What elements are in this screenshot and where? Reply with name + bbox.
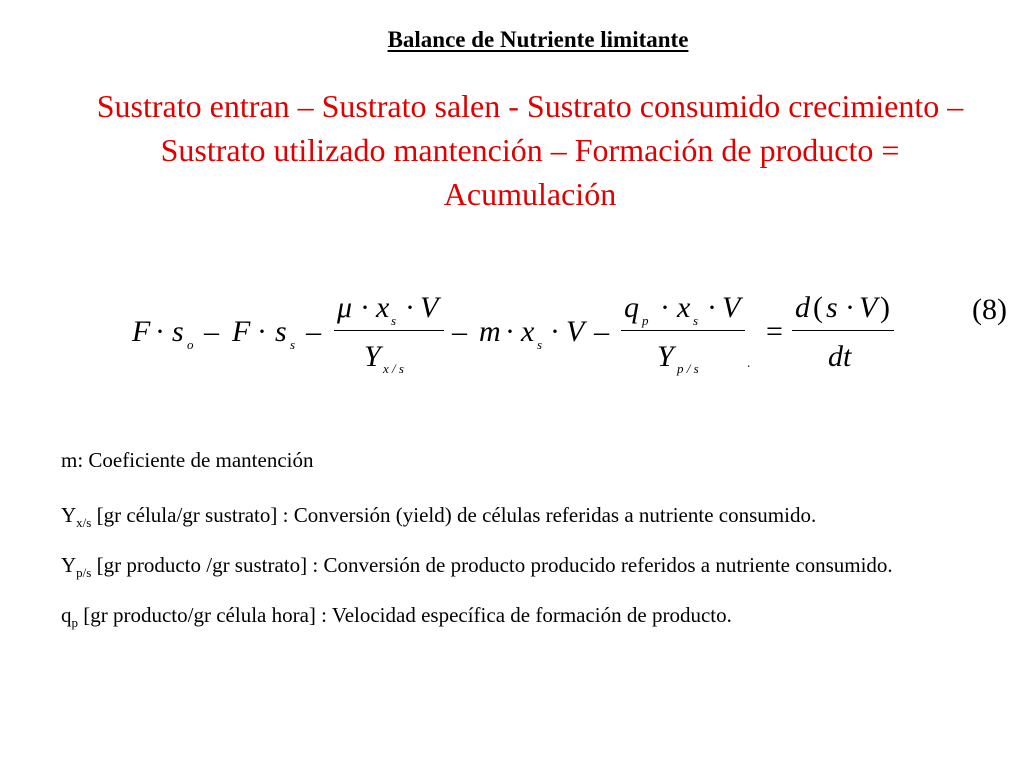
- eq-dot-5: ·: [505, 315, 515, 348]
- eq-s1: s: [172, 315, 184, 348]
- eq-dt: dt: [828, 340, 852, 373]
- eq-sub-s-1: s: [290, 337, 296, 352]
- eq-fraction-bar-3: [792, 330, 894, 331]
- eq-sub-s-2: s: [391, 313, 397, 328]
- eq-dot-4: ·: [405, 291, 415, 324]
- eq-dot-8: ·: [707, 291, 717, 324]
- definition-yps: [61, 550, 1015, 580]
- qp-description: [gr producto/gr célula hora] : Velocidad específica de formación de producto.: [78, 603, 732, 627]
- eq-Y2: Y: [657, 340, 674, 373]
- eq-minus-1: –: [204, 315, 219, 348]
- eq-x2: x: [521, 315, 535, 348]
- qp-symbol: q: [61, 603, 72, 627]
- eq-mu: μ: [337, 291, 353, 324]
- eq-V2: V: [566, 315, 585, 348]
- yps-subscript: p/s: [76, 565, 92, 580]
- eq-minus-2: –: [306, 315, 321, 348]
- eq-dot-1: ·: [155, 315, 165, 348]
- eq-period: .: [747, 355, 751, 370]
- balance-statement: [20, 84, 1024, 216]
- eq-sub-o: o: [187, 337, 194, 352]
- balance-equation: [0, 270, 1024, 400]
- eq-m: m: [479, 315, 501, 348]
- yps-description: [gr producto /gr sustrato] : Conversión de producto producido referidos a nutriente consumido.: [91, 553, 893, 577]
- yxs-subscript: x/s: [76, 515, 92, 530]
- definition-yxs: [61, 500, 1015, 530]
- yxs-symbol: Y: [61, 503, 77, 527]
- eq-fraction-bar-2: [621, 330, 745, 331]
- eq-sub-ps: p / s: [677, 361, 699, 376]
- definitions: [61, 445, 1015, 650]
- yxs-description: [gr célula/gr sustrato] : Conversión (yield) de células referidas a nutriente consumido.: [91, 503, 817, 527]
- eq-d: d: [795, 291, 810, 324]
- eq-dot-9: ·: [845, 291, 855, 324]
- eq-dot-2: ·: [257, 315, 267, 348]
- eq-V3: V: [722, 291, 741, 324]
- eq-dot-6: ·: [550, 315, 560, 348]
- eq-sub-s-4: s: [693, 313, 699, 328]
- eq-V1: V: [420, 291, 439, 324]
- eq-dot-3: ·: [360, 291, 370, 324]
- statement-line-2: Sustrato utilizado mantención – Formación de producto =: [160, 132, 900, 168]
- eq-dot-7: ·: [660, 291, 670, 324]
- eq-lparen: (: [813, 291, 823, 324]
- qp-subscript: p: [71, 615, 78, 630]
- eq-fraction-bar-1: [334, 330, 444, 331]
- yps-symbol: Y: [61, 553, 77, 577]
- definition-qp: [61, 600, 1015, 630]
- eq-rparen: ): [880, 291, 890, 324]
- slide-title: Balance de Nutriente limitante: [387, 27, 689, 52]
- eq-x1: x: [376, 291, 390, 324]
- equation-number: (8): [972, 293, 1007, 326]
- eq-minus-3: –: [452, 315, 467, 348]
- eq-equals: =: [766, 315, 783, 348]
- eq-s2: s: [275, 315, 287, 348]
- eq-s3: s: [826, 291, 838, 324]
- eq-x3: x: [677, 291, 691, 324]
- statement-line-1: Sustrato entran – Sustrato salen - Sustrato consumido crecimiento –: [96, 88, 964, 124]
- eq-V4: V: [859, 291, 878, 324]
- eq-F2: F: [232, 315, 251, 348]
- eq-sub-p: p: [642, 313, 649, 328]
- eq-minus-4: –: [594, 315, 609, 348]
- eq-Y1: Y: [364, 340, 381, 373]
- eq-q: q: [624, 291, 639, 324]
- eq-sub-s-3: s: [537, 337, 543, 352]
- eq-F1: F: [132, 315, 151, 348]
- definition-m: m: Coeficiente de mantención: [61, 448, 314, 472]
- eq-sub-xs: x / s: [383, 361, 404, 376]
- statement-line-3: Acumulación: [443, 176, 617, 212]
